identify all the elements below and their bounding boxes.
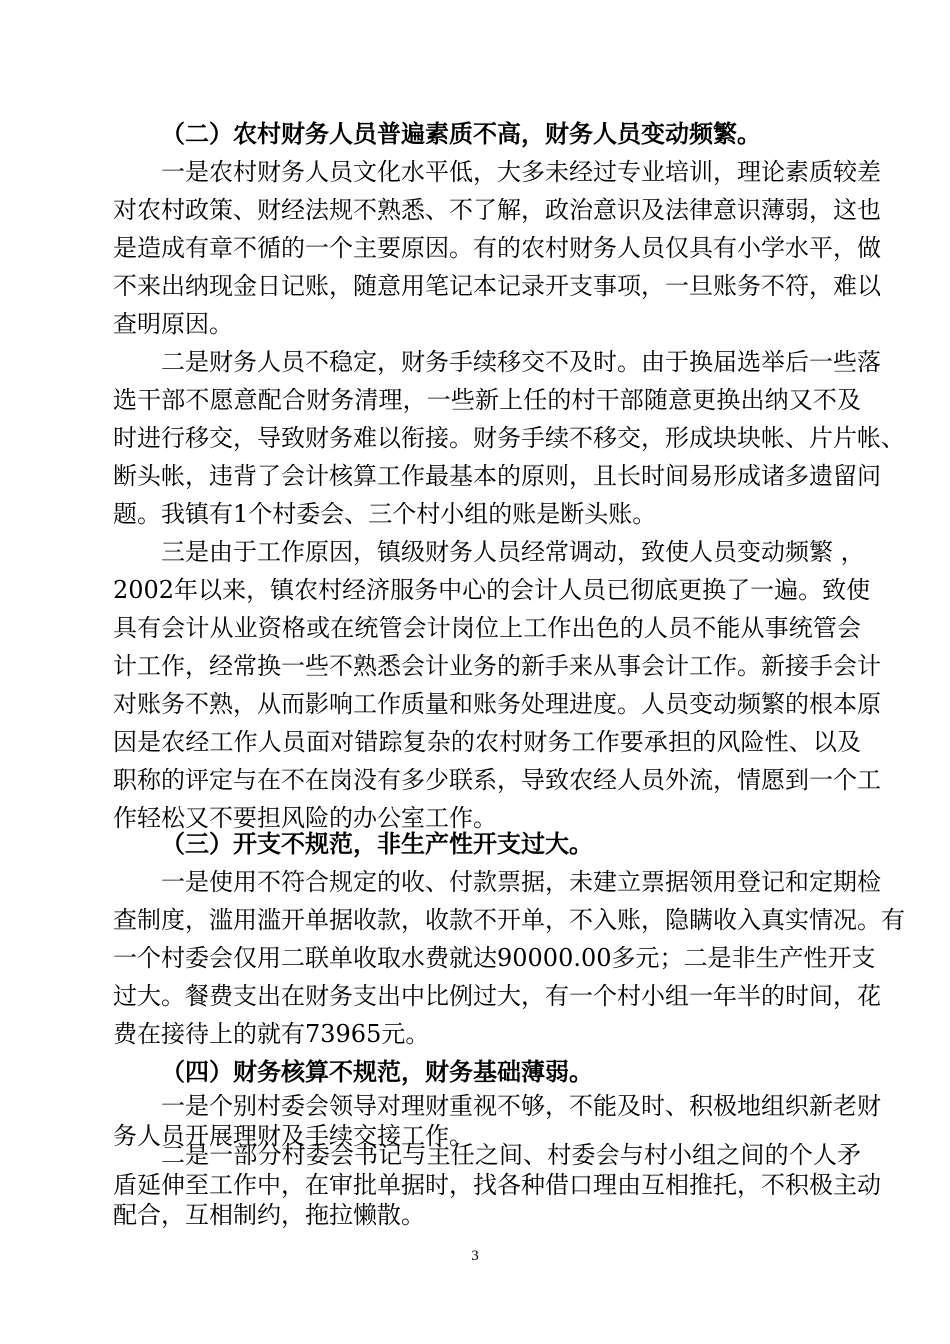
heading-line: （三）开支不规范，非生产性开支过大。	[161, 829, 593, 858]
text-line: 断头帐，违背了会计核算工作最基本的原则，且长时间易形成诸多遗留问	[113, 462, 881, 490]
text-line: 费在接待上的就有73965元。	[113, 1020, 430, 1048]
text-line: 时进行移交，导致财务难以衔接。财务手续不移交，形成块块帐、片片帐、	[113, 424, 905, 452]
text-line: 二是一部分村委会书记与主任之间、村委会与村小组之间的个人矛	[161, 1141, 861, 1169]
text-line: 查制度，滥用滥开单据收款，收款不开单，不入账，隐瞒收入真实情况。有	[113, 906, 905, 934]
text-line: 不来出纳现金日记账，随意用笔记本记录开支事项，一旦账务不符，难以	[113, 272, 881, 300]
text-line: 一是农村财务人员文化水平低，大多未经过专业培训，理论素质较差	[161, 158, 881, 186]
text-line: 对账务不熟，从而影响工作质量和账务处理进度。人员变动频繁的根本原	[113, 690, 881, 718]
page-number: 3	[471, 1248, 479, 1264]
paragraph-2-2	[113, 343, 905, 533]
text-line: 因是农经工作人员面对错踪复杂的农村财务工作要承担的风险性、以及	[113, 728, 861, 756]
text-line: 题。我镇有1个村委会、三个村小组的账是断头账。	[113, 500, 657, 528]
text-line: 一是个别村委会领导对理财重视不够，不能及时、积极地组织新老财	[161, 1092, 881, 1120]
text-line: 一是使用不符合规定的收、付款票据，未建立票据领用登记和定期检	[161, 868, 881, 896]
section-heading-3	[113, 825, 861, 863]
text-line: 2002年以来，镇农村经济服务中心的会计人员已彻底更换了一遍。致使	[113, 576, 871, 604]
text-line: 过大。餐费支出在财务支出中比例过大，有一个村小组一年半的时间，花	[113, 982, 881, 1010]
section-heading-2	[113, 115, 861, 153]
text-line: 对农村政策、财经法规不熟悉、不了解，政治意识及法律意识薄弱，这也	[113, 196, 881, 224]
paragraph-4-2	[113, 1140, 881, 1230]
text-line: 务人员开展理财及手续交接工作。	[113, 1122, 473, 1150]
heading-line: （二）农村财务人员普遍素质不高，财务人员变动频繁。	[161, 119, 761, 148]
text-line: 查明原因。	[113, 310, 233, 338]
text-line: 职称的评定与在不在岗没有多少联系，导致农经人员外流，情愿到一个工	[113, 766, 881, 794]
text-line: 一个村委会仅用二联单收取水费就达90000.00多元；二是非生产性开支	[113, 944, 876, 972]
paragraph-2-3	[113, 533, 881, 837]
text-line: 配合，互相制约，拖拉懒散。	[113, 1201, 425, 1229]
text-line: 作轻松又不要担风险的办公室工作。	[113, 804, 497, 832]
heading-line: （四）财务核算不规范，财务基础薄弱。	[161, 1057, 593, 1086]
text-line: 选干部不愿意配合财务清理，一些新上任的村干部随意更换出纳又不及	[113, 386, 861, 414]
text-line: 盾延伸至工作中，在审批单据时，找各种借口理由互相推托，不积极主动	[113, 1171, 881, 1199]
text-line: 是造成有章不循的一个主要原因。有的农村财务人员仅具有小学水平，做	[113, 234, 881, 262]
text-line: 计工作，经常换一些不熟悉会计业务的新手来从事会计工作。新接手会计	[113, 652, 881, 680]
paragraph-3-1	[113, 863, 905, 1053]
text-line: 具有会计从业资格或在统管会计岗位上工作出色的人员不能从事统管会	[113, 614, 861, 642]
paragraph-2-1	[113, 153, 881, 343]
text-line: 二是财务人员不稳定，财务手续移交不及时。由于换届选举后一些落	[161, 348, 881, 376]
section-heading-4	[113, 1053, 861, 1091]
text-line: 三是由于工作原因，镇级财务人员经常调动，致使人员变动频繁 ，	[161, 538, 865, 566]
